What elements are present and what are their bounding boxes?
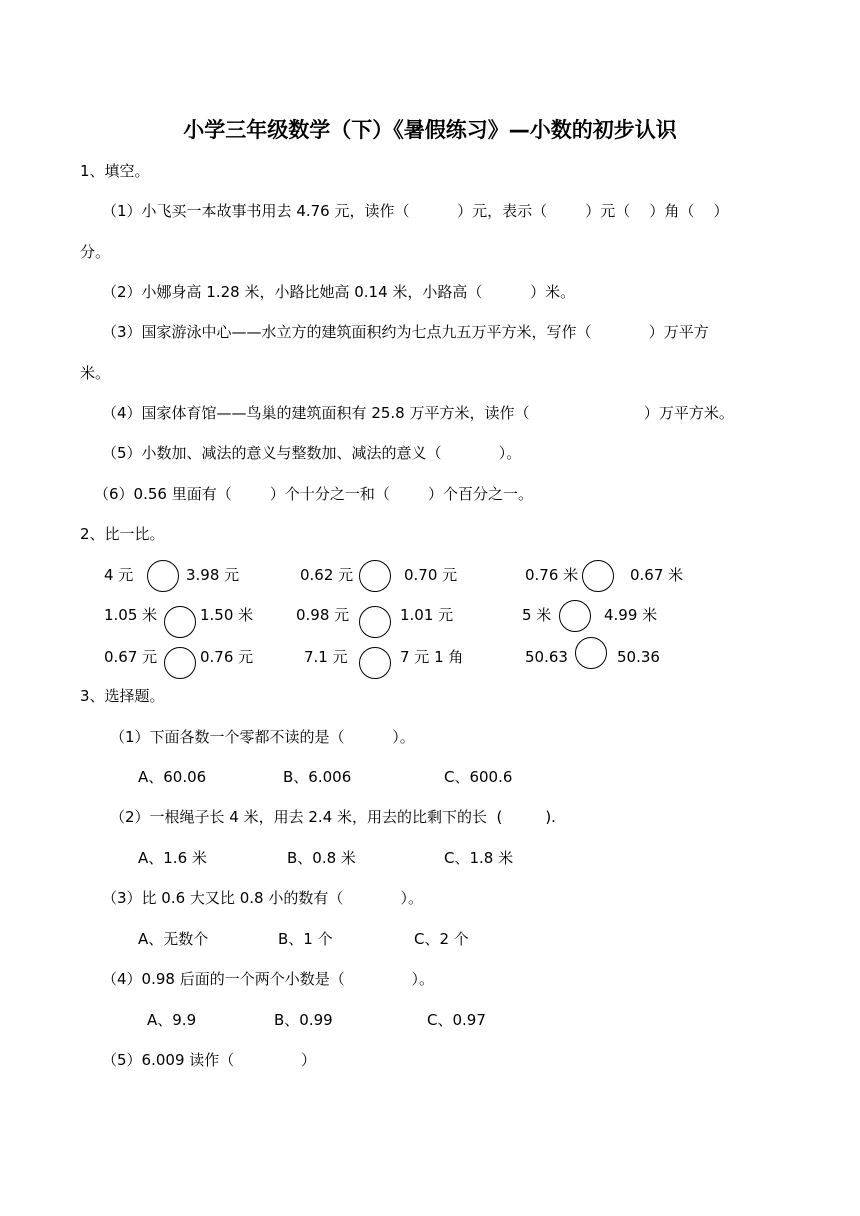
compare-right: 3.98 元 bbox=[186, 566, 240, 584]
compare-circle[interactable] bbox=[575, 637, 607, 669]
fill-blank-q5: （5）小数加、减法的意义与整数加、减法的意义（ ）。 bbox=[102, 444, 522, 462]
choice-question-1: （1）下面各数一个零都不读的是（ ）。 bbox=[110, 728, 415, 746]
compare-right: 50.36 bbox=[617, 648, 660, 666]
compare-left: 5 米 bbox=[522, 606, 552, 624]
compare-left: 0.67 元 bbox=[104, 648, 158, 666]
compare-right: 7 元 1 角 bbox=[400, 648, 464, 666]
choice-option-b[interactable]: B、1 个 bbox=[278, 930, 333, 948]
compare-circle[interactable] bbox=[164, 606, 196, 638]
fill-blank-q1-cont: 分。 bbox=[80, 243, 111, 261]
section-3-heading: 3、选择题。 bbox=[80, 687, 165, 705]
compare-right: 1.50 米 bbox=[200, 606, 254, 624]
section-1-heading: 1、填空。 bbox=[80, 162, 150, 180]
fill-blank-q4: （4）国家体育馆——鸟巢的建筑面积有 25.8 万平方米，读作（ ）万平方米。 bbox=[102, 404, 734, 422]
compare-right: 0.67 米 bbox=[630, 566, 684, 584]
compare-circle[interactable] bbox=[582, 560, 614, 592]
compare-circle[interactable] bbox=[147, 560, 179, 592]
compare-right: 0.70 元 bbox=[404, 566, 458, 584]
compare-left: 0.98 元 bbox=[296, 606, 350, 624]
fill-blank-q2: （2）小娜身高 1.28 米，小路比她高 0.14 米，小路高（ ）米。 bbox=[102, 283, 576, 301]
compare-circle[interactable] bbox=[164, 647, 196, 679]
choice-option-a[interactable]: A、60.06 bbox=[138, 768, 207, 786]
choice-option-a[interactable]: A、无数个 bbox=[138, 930, 209, 948]
compare-circle[interactable] bbox=[359, 560, 391, 592]
choice-option-c[interactable]: C、0.97 bbox=[427, 1011, 486, 1029]
compare-left: 0.76 米 bbox=[525, 566, 579, 584]
choice-option-b[interactable]: B、0.8 米 bbox=[287, 849, 356, 867]
compare-left: 1.05 米 bbox=[104, 606, 158, 624]
compare-right: 0.76 元 bbox=[200, 648, 254, 666]
choice-option-b[interactable]: B、0.99 bbox=[274, 1011, 333, 1029]
fill-blank-q3: （3）国家游泳中心——水立方的建筑面积约为七点九五万平方米，写作（ ）万平方 bbox=[102, 323, 709, 341]
compare-left: 4 元 bbox=[104, 566, 134, 584]
fill-blank-q1: （1）小飞买一本故事书用去 4.76 元，读作（ ）元，表示（ ）元（ ）角（ ） bbox=[102, 202, 729, 220]
compare-circle[interactable] bbox=[359, 606, 391, 638]
page-title: 小学三年级数学（下）《暑假练习》—小数的初步认识 bbox=[183, 118, 677, 142]
choice-question-4: （4）0.98 后面的一个两个小数是（ ）。 bbox=[102, 970, 434, 988]
choice-option-c[interactable]: C、2 个 bbox=[414, 930, 469, 948]
choice-question-5: （5）6.009 读作（ ） bbox=[102, 1051, 317, 1069]
choice-option-b[interactable]: B、6.006 bbox=[283, 768, 352, 786]
choice-question-2: （2）一根绳子长 4 米，用去 2.4 米，用去的比剩下的长 ( ). bbox=[110, 808, 556, 826]
compare-left: 50.63 bbox=[525, 648, 568, 666]
compare-right: 4.99 米 bbox=[604, 606, 658, 624]
choice-option-c[interactable]: C、1.8 米 bbox=[444, 849, 514, 867]
compare-circle[interactable] bbox=[559, 600, 591, 632]
section-2-heading: 2、比一比。 bbox=[80, 525, 165, 543]
fill-blank-q6: （6）0.56 里面有（ ）个十分之一和（ ）个百分之一。 bbox=[94, 485, 534, 503]
compare-left: 0.62 元 bbox=[300, 566, 354, 584]
choice-option-a[interactable]: A、9.9 bbox=[147, 1011, 197, 1029]
choice-option-a[interactable]: A、1.6 米 bbox=[138, 849, 207, 867]
compare-right: 1.01 元 bbox=[400, 606, 454, 624]
compare-circle[interactable] bbox=[359, 647, 391, 679]
fill-blank-q3-cont: 米。 bbox=[80, 364, 111, 382]
choice-question-3: （3）比 0.6 大又比 0.8 小的数有（ ）。 bbox=[102, 889, 424, 907]
compare-left: 7.1 元 bbox=[304, 648, 348, 666]
choice-option-c[interactable]: C、600.6 bbox=[444, 768, 513, 786]
